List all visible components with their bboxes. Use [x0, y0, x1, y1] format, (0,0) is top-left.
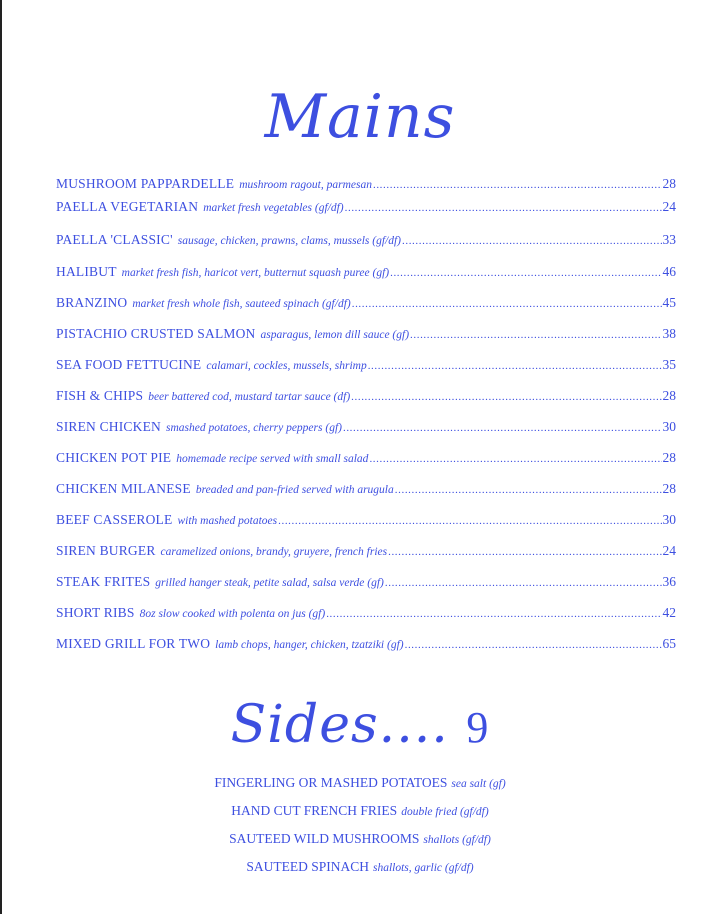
side-item-description: sea salt (gf) — [451, 778, 506, 790]
menu-item-price: 28 — [662, 176, 676, 191]
dot-leader — [368, 360, 662, 372]
dot-leader — [402, 235, 662, 247]
menu-item-description: market fresh fish, haricot vert, butternut squash puree (gf) — [121, 267, 390, 279]
menu-item-description: sausage, chicken, prawns, clams, mussels (gf/df) — [177, 235, 401, 247]
menu-item-price: 28 — [662, 481, 676, 496]
dot-leader — [385, 577, 662, 589]
menu-item-name: FISH & CHIPS — [56, 388, 144, 403]
menu-item-description: mushroom ragout, parmesan — [239, 179, 372, 191]
side-item — [0, 830, 720, 848]
menu-item — [56, 357, 676, 377]
side-item — [0, 774, 720, 792]
menu-item-name: PISTACHIO CRUSTED SALMON — [56, 326, 256, 341]
menu-item-description: grilled hanger steak, petite salad, salsa verde (gf) — [155, 577, 384, 589]
menu-item-description: market fresh whole fish, sauteed spinach (gf/df) — [132, 298, 351, 310]
sides-heading-text: Sides — [230, 695, 379, 755]
sides-heading — [0, 695, 720, 755]
menu-item-description: homemade recipe served with small salad — [176, 453, 369, 465]
dot-leader — [326, 608, 661, 620]
dot-leader — [395, 484, 662, 496]
menu-item-price: 46 — [662, 264, 676, 279]
menu-item-price: 33 — [662, 232, 676, 247]
dot-leader — [410, 329, 661, 341]
menu-item-price: 45 — [662, 295, 676, 310]
dot-leader — [351, 391, 661, 403]
side-item — [0, 802, 720, 820]
mains-heading: Mains — [264, 82, 456, 152]
menu-item-name: CHICKEN MILANESE — [56, 481, 191, 496]
menu-item — [56, 450, 676, 470]
menu-item-description: 8oz slow cooked with polenta on jus (gf) — [139, 608, 326, 620]
menu-item-name: PAELLA VEGETARIAN — [56, 199, 199, 214]
menu-item-description: caramelized onions, brandy, gruyere, french fries — [160, 546, 388, 558]
menu-item — [56, 295, 676, 315]
menu-item — [56, 481, 676, 501]
side-item-description: double fried (gf/df) — [401, 806, 489, 818]
menu-item — [56, 176, 676, 196]
side-item-name: HAND CUT FRENCH FRIES — [231, 803, 398, 818]
dot-leader — [390, 267, 661, 279]
menu-item-price: 36 — [662, 574, 676, 589]
menu-item-price: 30 — [662, 419, 676, 434]
menu-item-name: MIXED GRILL FOR TWO — [56, 636, 211, 651]
dot-leader — [405, 639, 662, 651]
menu-item — [56, 232, 676, 252]
menu-item-name: MUSHROOM PAPPARDELLE — [56, 176, 235, 191]
menu-item-name: BRANZINO — [56, 295, 128, 310]
menu-item-description: asparagus, lemon dill sauce (gf) — [260, 329, 410, 341]
menu-item-price: 24 — [662, 199, 676, 214]
menu-item-description: market fresh vegetables (gf/df) — [203, 202, 344, 214]
menu-item-name: SIREN CHICKEN — [56, 419, 161, 434]
menu-item — [56, 512, 676, 532]
side-item-name: SAUTEED WILD MUSHROOMS — [229, 831, 420, 846]
dot-leader — [373, 179, 662, 191]
sides-price: 9 — [466, 703, 490, 752]
menu-item — [56, 264, 676, 284]
menu-item — [56, 419, 676, 439]
menu-item-price: 28 — [662, 388, 676, 403]
menu-item-description: beer battered cod, mustard tartar sauce (df) — [148, 391, 351, 403]
dot-leader — [369, 453, 661, 465]
menu-item-name: SHORT RIBS — [56, 605, 135, 620]
menu-item-name: PAELLA 'CLASSIC' — [56, 232, 173, 247]
side-item-description: shallots (gf/df) — [423, 834, 491, 846]
sides-heading-dots: .... — [378, 695, 449, 755]
menu-item — [56, 636, 676, 656]
menu-item — [56, 199, 676, 219]
menu-item-name: SEA FOOD FETTUCINE — [56, 357, 202, 372]
menu-item-price: 30 — [662, 512, 676, 527]
menu-item-price: 28 — [662, 450, 676, 465]
side-item-description: shallots, garlic (gf/df) — [373, 862, 474, 874]
menu-item — [56, 605, 676, 625]
menu-item-description: lamb chops, hanger, chicken, tzatziki (gf) — [215, 639, 404, 651]
dot-leader — [345, 202, 662, 214]
menu-item — [56, 388, 676, 408]
menu-item-price: 42 — [662, 605, 676, 620]
menu-item-name: STEAK FRITES — [56, 574, 151, 589]
menu-item-price: 35 — [662, 357, 676, 372]
menu-item-name: SIREN BURGER — [56, 543, 156, 558]
menu-item-description: smashed potatoes, cherry peppers (gf) — [165, 422, 342, 434]
dot-leader — [343, 422, 662, 434]
menu-item-description: breaded and pan-fried served with arugula — [195, 484, 394, 496]
side-item — [0, 858, 720, 876]
menu-item — [56, 574, 676, 594]
menu-item-name: CHICKEN POT PIE — [56, 450, 172, 465]
menu-item-description: with mashed potatoes — [177, 515, 278, 527]
dot-leader — [388, 546, 661, 558]
dot-leader — [352, 298, 662, 310]
menu-item-price: 38 — [662, 326, 676, 341]
menu-item-description: calamari, cockles, mussels, shrimp — [206, 360, 367, 372]
menu-item — [56, 326, 676, 346]
menu-item-price: 65 — [662, 636, 676, 651]
menu-item-price: 24 — [662, 543, 676, 558]
menu-item-name: HALIBUT — [56, 264, 117, 279]
menu-item-name: BEEF CASSEROLE — [56, 512, 173, 527]
side-item-name: SAUTEED SPINACH — [246, 859, 369, 874]
dot-leader — [278, 515, 661, 527]
menu-item — [56, 543, 676, 563]
side-item-name: FINGERLING OR MASHED POTATOES — [214, 775, 448, 790]
